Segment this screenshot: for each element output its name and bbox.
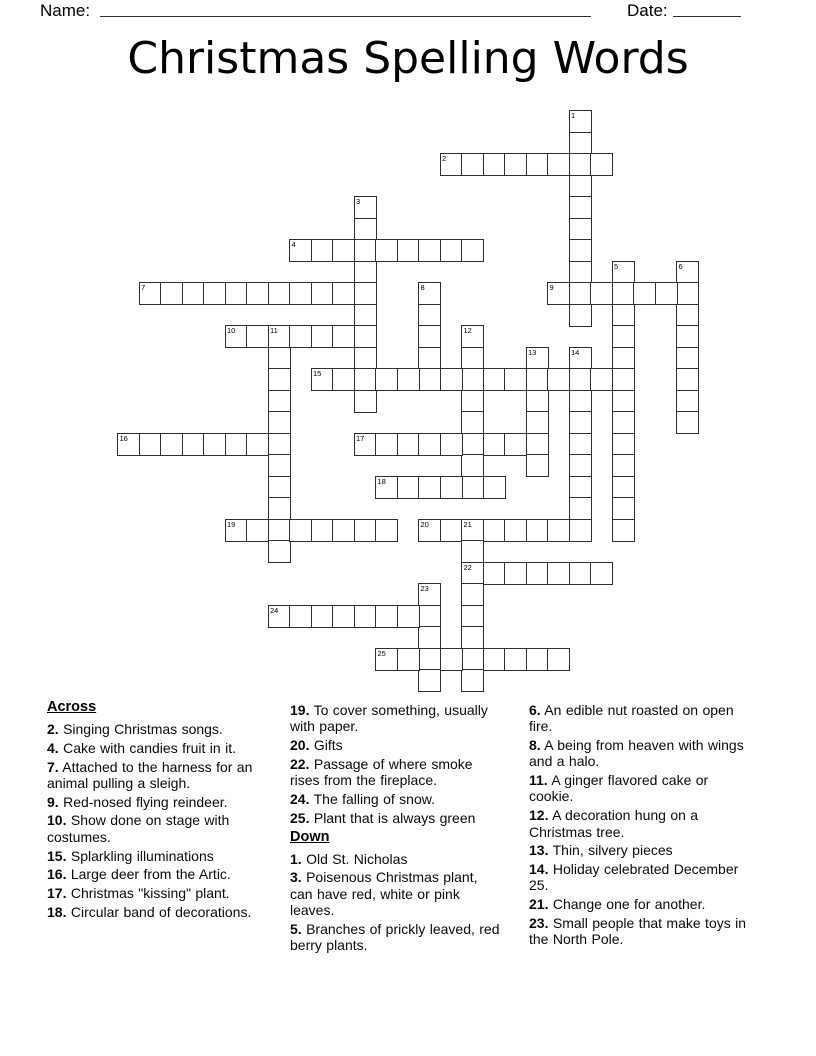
grid-cell-number: 7 bbox=[141, 283, 146, 292]
grid-cell bbox=[268, 368, 291, 391]
clue-number: 7. bbox=[47, 758, 59, 775]
grid-cell bbox=[461, 411, 484, 434]
clues-column-2-across bbox=[290, 702, 503, 826]
grid-cell bbox=[268, 519, 291, 542]
grid-cell bbox=[354, 218, 377, 241]
clue-number: 24. bbox=[290, 790, 310, 807]
clue-item: 11. A ginger flavored cake or cookie. bbox=[529, 772, 709, 805]
grid-cell-number: 2 bbox=[442, 154, 447, 163]
grid-cell bbox=[676, 304, 699, 327]
grid-cell bbox=[676, 261, 699, 284]
grid-cell bbox=[461, 347, 484, 370]
grid-cell bbox=[268, 454, 291, 477]
grid-cell bbox=[160, 433, 183, 456]
grid-cell bbox=[117, 433, 140, 456]
clue-number: 1. bbox=[290, 850, 302, 867]
grid-cell bbox=[246, 325, 269, 348]
grid-cell bbox=[160, 282, 183, 305]
grid-cell bbox=[569, 411, 592, 434]
grid-cell-number: 25 bbox=[377, 648, 386, 658]
grid-cell bbox=[569, 239, 592, 262]
clue-item: 17. Christmas "kissing" plant. bbox=[47, 885, 230, 902]
grid-cell bbox=[461, 368, 484, 391]
grid-cell-number: 19 bbox=[227, 519, 236, 529]
clue-item: 7. Attached to the harness for an animal pulling a sleigh. bbox=[47, 758, 253, 791]
grid-cell bbox=[569, 175, 592, 198]
grid-cell-number: 23 bbox=[420, 584, 429, 593]
grid-cell bbox=[504, 562, 527, 585]
clue-item: 3. Poisenous Christmas plant, can have red, white or pink leaves. bbox=[290, 869, 478, 918]
grid-cell bbox=[354, 196, 377, 219]
grid-cell bbox=[332, 239, 355, 262]
grid-cell bbox=[268, 540, 291, 563]
grid-cell-number: 13 bbox=[528, 347, 537, 357]
grid-cell bbox=[612, 476, 635, 499]
clue-number: 13. bbox=[529, 842, 549, 859]
grid-cell-number: 20 bbox=[420, 519, 429, 529]
grid-cell-number: 4 bbox=[291, 240, 296, 249]
grid-cell bbox=[354, 368, 377, 391]
clue-number: 23. bbox=[529, 915, 549, 932]
grid-cell-number: 10 bbox=[227, 326, 236, 335]
grid-cell-number: 12 bbox=[463, 326, 472, 335]
clue-item: 12. A decoration hung on a Christmas tree. bbox=[529, 807, 699, 840]
grid-cell bbox=[569, 282, 592, 305]
clue-number: 9. bbox=[47, 793, 59, 810]
grid-cell bbox=[139, 433, 162, 456]
grid-cell bbox=[569, 368, 592, 391]
grid-cell bbox=[246, 433, 269, 456]
grid-cell bbox=[590, 368, 613, 391]
grid-cell bbox=[461, 325, 484, 348]
grid-cell bbox=[526, 347, 549, 370]
grid-cell bbox=[547, 368, 570, 391]
grid-cell bbox=[526, 153, 549, 176]
grid-cell bbox=[397, 433, 420, 456]
date-label: Date: bbox=[627, 1, 668, 20]
grid-cell bbox=[311, 282, 334, 305]
grid-cell bbox=[418, 347, 441, 370]
grid-cell bbox=[461, 454, 484, 477]
grid-cell bbox=[504, 519, 527, 542]
grid-cell bbox=[612, 304, 635, 327]
grid-cell-number: 17 bbox=[356, 433, 365, 443]
clue-item: 19. To cover something, usually with paper. bbox=[290, 702, 488, 735]
grid-cell bbox=[203, 282, 226, 305]
clue-number: 25. bbox=[290, 809, 310, 826]
clue-item: 5. Branches of prickly leaved, red berry plants. bbox=[290, 920, 500, 954]
clue-number: 16. bbox=[47, 866, 67, 883]
grid-cell bbox=[461, 153, 484, 176]
grid-cell-number: 3 bbox=[356, 197, 361, 206]
grid-cell bbox=[676, 347, 699, 370]
clue-number: 14. bbox=[529, 861, 549, 878]
clue-item: 21. Change one for another. bbox=[529, 896, 706, 913]
grid-cell bbox=[461, 476, 484, 499]
grid-cell bbox=[483, 368, 506, 391]
grid-cell bbox=[569, 562, 592, 585]
grid-cell bbox=[268, 282, 291, 305]
clue-item: 24. The falling of snow. bbox=[290, 790, 435, 807]
grid-cell bbox=[418, 476, 441, 499]
grid-cell bbox=[418, 325, 441, 348]
clues-column-1 bbox=[47, 699, 266, 923]
grid-cell bbox=[418, 304, 441, 327]
grid-cell bbox=[418, 368, 441, 391]
clue-item: 8. A being from heaven with wings and a halo. bbox=[529, 737, 744, 770]
grid-cell bbox=[612, 411, 635, 434]
grid-cell bbox=[526, 454, 549, 477]
grid-cell bbox=[246, 519, 269, 542]
grid-cell bbox=[375, 476, 398, 499]
grid-cell bbox=[440, 368, 463, 391]
grid-cell bbox=[440, 153, 463, 176]
clue-number: 21. bbox=[529, 896, 549, 913]
grid-cell bbox=[375, 519, 398, 542]
clue-number: 10. bbox=[47, 812, 67, 829]
clues-column-3 bbox=[529, 702, 747, 950]
grid-cell bbox=[268, 497, 291, 520]
grid-cell bbox=[461, 605, 484, 628]
grid-cell bbox=[311, 519, 334, 542]
grid-cell-number: 22 bbox=[463, 562, 472, 572]
grid-cell bbox=[332, 325, 355, 348]
grid-cell bbox=[569, 390, 592, 413]
grid-cell bbox=[268, 347, 291, 370]
grid-cell bbox=[676, 325, 699, 348]
grid-cell bbox=[483, 476, 506, 499]
grid-cell bbox=[397, 368, 420, 391]
grid-cell bbox=[612, 325, 635, 348]
grid-cell bbox=[483, 433, 506, 456]
grid-cell bbox=[354, 519, 377, 542]
clue-number: 3. bbox=[290, 869, 302, 886]
clue-item: 10. Show done on stage with costumes. bbox=[47, 812, 230, 845]
grid-cell bbox=[418, 626, 441, 649]
clue-number: 4. bbox=[47, 739, 59, 756]
grid-cell bbox=[633, 282, 656, 305]
grid-cell bbox=[289, 325, 312, 348]
grid-cell bbox=[354, 605, 377, 628]
grid-cell bbox=[569, 132, 592, 155]
grid-cell-number: 21 bbox=[463, 519, 472, 529]
clue-item: 23. Small people that make toys in the North Pole. bbox=[529, 915, 747, 948]
grid-cell-number: 9 bbox=[549, 283, 554, 292]
grid-cell bbox=[311, 325, 334, 348]
grid-cell bbox=[397, 648, 420, 671]
grid-cell-number: 18 bbox=[377, 476, 386, 486]
grid-cell-number: 14 bbox=[571, 347, 580, 357]
page-title: Christmas Spelling Words bbox=[127, 33, 689, 84]
grid-cell bbox=[569, 153, 592, 176]
grid-cell bbox=[461, 433, 484, 456]
grid-cell bbox=[203, 433, 226, 456]
clue-number: 15. bbox=[47, 847, 67, 864]
grid-cell bbox=[547, 519, 570, 542]
grid-cell-number: 1 bbox=[571, 111, 576, 120]
grid-cell bbox=[268, 411, 291, 434]
grid-cell bbox=[418, 519, 441, 542]
grid-cell bbox=[590, 562, 613, 585]
grid-cell bbox=[569, 218, 592, 241]
grid-cell bbox=[139, 282, 162, 305]
clue-number: 11. bbox=[529, 772, 548, 789]
grid-cell bbox=[354, 433, 377, 456]
down-heading: Down bbox=[290, 828, 330, 845]
grid-cell bbox=[569, 110, 592, 133]
grid-cell bbox=[612, 390, 635, 413]
grid-cell bbox=[461, 562, 484, 585]
grid-cell bbox=[440, 519, 463, 542]
grid-cell bbox=[289, 605, 312, 628]
grid-cell bbox=[547, 648, 570, 671]
grid-cell bbox=[246, 282, 269, 305]
grid-cell bbox=[268, 325, 291, 348]
grid-cell bbox=[182, 433, 205, 456]
grid-cell bbox=[182, 282, 205, 305]
grid-cell bbox=[612, 433, 635, 456]
grid-cell bbox=[569, 476, 592, 499]
grid-cell bbox=[375, 368, 398, 391]
grid-cell bbox=[225, 433, 248, 456]
grid-cell bbox=[440, 476, 463, 499]
grid-cell bbox=[461, 519, 484, 542]
grid-cell-number: 5 bbox=[614, 261, 619, 271]
clue-number: 20. bbox=[290, 737, 310, 754]
grid-cell bbox=[268, 476, 291, 499]
clue-number: 19. bbox=[290, 702, 310, 718]
grid-cell bbox=[676, 368, 699, 391]
grid-cell bbox=[332, 282, 355, 305]
grid-cell bbox=[418, 433, 441, 456]
grid-cell bbox=[526, 411, 549, 434]
grid-cell-number: 8 bbox=[420, 283, 425, 292]
grid-cell bbox=[569, 454, 592, 477]
grid-cell bbox=[418, 583, 441, 606]
name-label: Name: bbox=[40, 1, 91, 20]
clue-item: 1. Old St. Nicholas bbox=[290, 850, 408, 867]
grid-cell bbox=[418, 605, 441, 628]
clue-item: 13. Thin, silvery pieces bbox=[529, 842, 673, 859]
clue-number: 17. bbox=[47, 885, 67, 902]
grid-cell bbox=[354, 261, 377, 284]
grid-cell bbox=[225, 519, 248, 542]
grid-cell bbox=[676, 411, 699, 434]
grid-cell bbox=[483, 153, 506, 176]
grid-cell bbox=[332, 519, 355, 542]
clue-item: 9. Red-nosed flying reindeer. bbox=[47, 793, 228, 810]
grid-cell bbox=[569, 304, 592, 327]
grid-cell bbox=[547, 562, 570, 585]
clue-item: 25. Plant that is always green bbox=[290, 809, 476, 826]
grid-cell bbox=[375, 239, 398, 262]
grid-cell bbox=[225, 325, 248, 348]
clue-item: 22. Passage of where smoke rises from the fireplace. bbox=[290, 755, 473, 789]
grid-cell bbox=[676, 282, 699, 305]
grid-cell bbox=[418, 648, 441, 671]
grid-cell bbox=[504, 368, 527, 391]
clue-number: 22. bbox=[290, 755, 310, 772]
grid-cell bbox=[461, 239, 484, 262]
grid-cell bbox=[375, 605, 398, 628]
grid-cell bbox=[332, 368, 355, 391]
grid-cell bbox=[569, 347, 592, 370]
grid-cell bbox=[612, 368, 635, 391]
clue-number: 18. bbox=[47, 903, 67, 920]
clue-item: 4. Cake with candies fruit in it. bbox=[47, 739, 236, 756]
grid-cell bbox=[612, 519, 635, 542]
grid-cell bbox=[354, 239, 377, 262]
grid-cell bbox=[354, 347, 377, 370]
grid-cell bbox=[526, 390, 549, 413]
clue-number: 12. bbox=[529, 807, 549, 824]
grid-cell bbox=[612, 282, 635, 305]
grid-cell bbox=[612, 261, 635, 284]
grid-cell bbox=[526, 368, 549, 391]
grid-cell bbox=[311, 605, 334, 628]
grid-cell bbox=[526, 433, 549, 456]
grid-cell bbox=[526, 648, 549, 671]
clue-item: 18. Circular band of decorations. bbox=[47, 903, 252, 920]
clues-column-2 bbox=[290, 702, 503, 956]
clue-item: 15. Splarkling illuminations bbox=[47, 847, 214, 864]
grid-cell bbox=[483, 648, 506, 671]
grid-cell bbox=[676, 390, 699, 413]
grid-cell bbox=[461, 583, 484, 606]
clue-number: 6. bbox=[529, 702, 541, 718]
grid-cell bbox=[590, 153, 613, 176]
grid-cell bbox=[612, 347, 635, 370]
grid-cell bbox=[526, 562, 549, 585]
grid-cell bbox=[375, 648, 398, 671]
grid-cell bbox=[569, 261, 592, 284]
grid-cell bbox=[461, 540, 484, 563]
grid-cell bbox=[612, 454, 635, 477]
grid-cell bbox=[418, 239, 441, 262]
grid-cell bbox=[461, 626, 484, 649]
grid-cell bbox=[268, 605, 291, 628]
grid-cell bbox=[289, 282, 312, 305]
grid-cell bbox=[461, 669, 484, 692]
grid-cell bbox=[397, 476, 420, 499]
grid-cell bbox=[569, 519, 592, 542]
grid-cell bbox=[354, 282, 377, 305]
clue-item: 20. Gifts bbox=[290, 737, 343, 754]
grid-cell bbox=[612, 497, 635, 520]
grid-cell-number: 15 bbox=[313, 369, 322, 378]
grid-cell bbox=[375, 433, 398, 456]
grid-cell bbox=[418, 669, 441, 692]
grid-cell bbox=[483, 519, 506, 542]
clue-number: 8. bbox=[529, 737, 541, 754]
grid-cell bbox=[289, 519, 312, 542]
grid-cell bbox=[268, 433, 291, 456]
grid-cell bbox=[332, 605, 355, 628]
grid-cell bbox=[418, 282, 441, 305]
grid-cell bbox=[569, 433, 592, 456]
clue-item: 16. Large deer from the Artic. bbox=[47, 866, 231, 883]
clue-number: 2. bbox=[47, 721, 59, 737]
grid-cell bbox=[504, 153, 527, 176]
grid-cell bbox=[354, 325, 377, 348]
clues-column-2-down bbox=[290, 851, 503, 954]
grid-cell bbox=[655, 282, 678, 305]
grid-cell bbox=[547, 153, 570, 176]
grid-cell bbox=[590, 282, 613, 305]
clue-item: 2. Singing Christmas songs. bbox=[47, 721, 223, 737]
clue-item: 6. An edible nut roasted on open fire. bbox=[529, 702, 734, 735]
grid-cell bbox=[440, 239, 463, 262]
grid-cell-number: 6 bbox=[678, 261, 683, 271]
grid-cell-number: 24 bbox=[270, 605, 279, 615]
grid-cell bbox=[569, 196, 592, 219]
grid-cell-number: 11 bbox=[270, 326, 278, 335]
grid-cell bbox=[225, 282, 248, 305]
grid-cell bbox=[504, 433, 527, 456]
grid-cell bbox=[547, 282, 570, 305]
clue-item: 14. Holiday celebrated December 25. bbox=[529, 861, 739, 894]
grid-cell bbox=[504, 648, 527, 671]
grid-cell bbox=[311, 239, 334, 262]
grid-cell bbox=[461, 648, 484, 671]
grid-cell bbox=[354, 390, 377, 413]
grid-cell bbox=[483, 562, 506, 585]
grid-cell bbox=[354, 304, 377, 327]
grid-cell bbox=[289, 239, 312, 262]
grid-cell bbox=[311, 368, 334, 391]
clue-number: 5. bbox=[290, 920, 302, 937]
across-heading: Across bbox=[47, 699, 97, 715]
grid-cell bbox=[440, 648, 463, 671]
grid-cell bbox=[461, 390, 484, 413]
grid-cell bbox=[569, 497, 592, 520]
grid-cell bbox=[268, 390, 291, 413]
grid-cell bbox=[526, 519, 549, 542]
grid-cell bbox=[397, 239, 420, 262]
grid-cell bbox=[440, 433, 463, 456]
grid-cell-number: 16 bbox=[119, 433, 128, 443]
grid-cell bbox=[397, 605, 420, 628]
